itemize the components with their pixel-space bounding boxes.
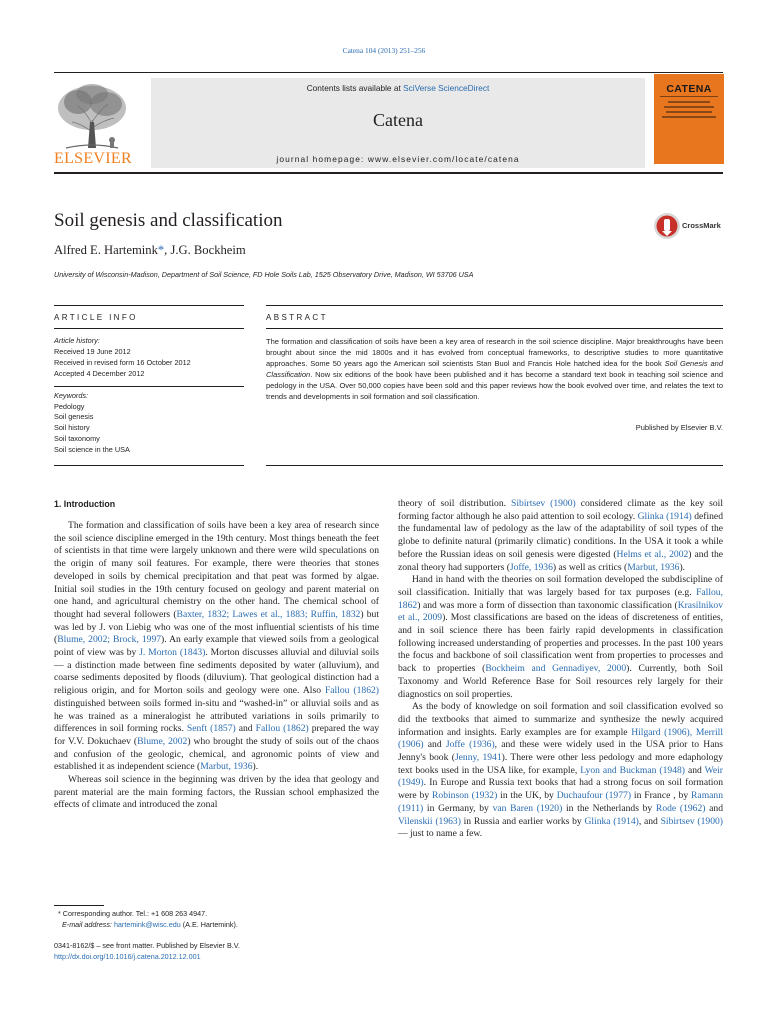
text-run: in Germany, by (423, 802, 493, 814)
citation-link[interactable]: Robinson (1932) (432, 790, 498, 802)
citation-link[interactable]: Baxter, 1832; Lawes et al., 1883; Ruffin, 1832 (176, 608, 361, 620)
history-revised: Received in revised form 16 October 2012 (54, 357, 191, 367)
text-run: and (684, 764, 705, 776)
citation-link[interactable]: Rode (1962) (655, 802, 706, 814)
article-info-rule-top (54, 305, 244, 306)
book-title-italic: Soil Genesis and Classification (266, 359, 723, 379)
footnote (54, 908, 384, 930)
text-run: in Russia and earlier works by (460, 815, 585, 827)
abstract-rule (266, 328, 723, 329)
abstract-heading: ABSTRACT (266, 313, 328, 322)
text-run: — just to name a few. (398, 828, 483, 840)
email-label: E-mail address: (62, 920, 114, 929)
issn-line: 0341-8162/$ – see front matter. Published by Elsevier B.V. (54, 941, 240, 950)
keyword: Soil history (54, 423, 90, 433)
text-run: Hand in hand with the theories on soil formation developed the subdiscipline of soil classification. Initially that was largely based for tax purposes (e.g. (398, 574, 723, 598)
text-run: distinguished between soils formed in-situ and “washed-in” or alluvial soils and as he was trained as a mineralogist he attributed variations in soils primarily to differences in soil forming rocks. (54, 697, 379, 735)
article-info-rule (54, 328, 244, 329)
footnote-text: Corresponding author. Tel.: +1 608 263 4947. (60, 909, 208, 918)
citation-link[interactable]: Helms et al., 2002 (616, 548, 689, 560)
citation-link[interactable]: J. Morton (1843) (139, 647, 206, 659)
paragraph (398, 574, 723, 701)
author-line (54, 243, 246, 258)
abstract-part: . Now six editions of the book have been published and it has become a standard text book in teaching soil science and pedology in the USA. Over 50,000 copies have been sold and this paper reviews how the book evolved over time, and relates the text to trends and developments in soil formation and soil classification. (266, 370, 723, 401)
citation-link[interactable]: Lyon and Buckman (1948) (580, 764, 685, 776)
text-run: ) but was led by J. von Liebig who was one of the most influential scientists of his time ( (54, 608, 379, 646)
citation-link[interactable]: Glinka (1914) (637, 510, 692, 522)
citation-link[interactable]: Vilenskii (1963) (398, 815, 461, 827)
text-run: . In Europe and Russia text books that had a strong focus on soil formation were by (398, 777, 723, 802)
text-run: in France , by (631, 790, 692, 802)
paragraph (398, 701, 723, 841)
paragraph (54, 520, 379, 774)
abstract-part: The formation and classification of soils have been a key area of research in the soil science discipline. Major breakthroughs have been brought about since the mid 1800s and it has evolved from conceptual frameworks, to descriptive studies to more quantitative approaches. Some 50 years ago the American soil scientists Stan Buol and Francis Hole hatched idea for the book (266, 337, 723, 368)
history-accepted: Accepted 4 December 2012 (54, 368, 145, 378)
header-rule-bottom (54, 172, 723, 174)
text-run: ). There were other less pedology and more edaphology text books used in the USA like, for example, (398, 752, 724, 776)
contents-available-line (151, 83, 645, 93)
history-received: Received 19 June 2012 (54, 346, 131, 356)
corresponding-author-mark[interactable]: * (157, 243, 165, 257)
keywords-label: Keywords: (54, 390, 89, 400)
keywords-rule (54, 386, 244, 387)
email-suffix: (A.E. Hartemink). (180, 920, 238, 929)
email-note (54, 919, 384, 930)
paragraph (398, 498, 723, 574)
text-run: ). (252, 761, 259, 773)
text-run: considered climate as the key soil forming factor although he also paid attention to soil ecology. (398, 498, 723, 522)
citation-link[interactable]: Hilgard (1906), Merrill (1906) (398, 726, 723, 751)
text-run: ) and the zonal theory had supporters ( (398, 548, 723, 573)
citation-link[interactable]: van Baren (1920) (492, 802, 563, 814)
text-run: and (423, 739, 446, 751)
email-link[interactable]: hartemink@wisc.edu (113, 920, 181, 929)
keyword: Soil taxonomy (54, 434, 100, 444)
keyword: Pedology (54, 401, 85, 411)
author-separator: , (164, 243, 171, 257)
citation-link[interactable]: Sibirtsev (1900) (660, 815, 723, 827)
text-run: ) and was more a form of dissection than taxonomic classification ( (417, 599, 678, 611)
citation-link[interactable]: Senft (1857) (186, 723, 236, 735)
section-heading-introduction: 1. Introduction (54, 499, 116, 509)
citation-link[interactable]: Joffe (1936) (445, 739, 495, 751)
affiliation: University of Wisconsin-Madison, Department of Soil Science, FD Hole Soils Lab, 1525 Observatory Drive, Madison, WI 53706 USA (54, 270, 474, 279)
journal-name: Catena (373, 110, 423, 130)
header-rule-top (54, 72, 723, 73)
author-bockheim: J.G. Bockheim (170, 243, 246, 257)
paragraph: Whereas soil science in the beginning was driven by the idea that geology and parent material are the main forming factors, the Russian school emphasized the effects of climate and introduced the zonal (54, 774, 379, 811)
citation-link[interactable]: Jenny, 1941 (454, 752, 502, 764)
text-run: in the Netherlands by (562, 802, 656, 814)
author-hartemink: Alfred E. Hartemink (54, 243, 158, 257)
citation-link[interactable]: Krasilnikov et al., 2009 (398, 599, 723, 624)
citation-link[interactable]: Marbut, 1936 (627, 561, 680, 573)
text-run: , and these were widely used in the USA prior to Hans Jenny's book ( (398, 739, 723, 764)
article-title: Soil genesis and classification (54, 210, 283, 231)
text-run: , and (638, 815, 661, 827)
citation-link[interactable]: Joffe, 1936 (509, 561, 553, 573)
article-info-panel (54, 336, 244, 456)
text-run: ) who brought the study of soils out of the chaos and confusion of the geologic, chemical, and agronomic points of view and established it as independent science ( (54, 735, 379, 773)
text-run: ). (679, 561, 686, 573)
sciencedirect-link[interactable]: SciVerse ScienceDirect (403, 83, 490, 93)
text-run: ). Most classifications are based on the ideas of discreteness of entities, and in soil science there has been fairly rapid developments in classification following increased understanding of properties and processes. In the past 100 years the focus and backbone of soil classification went from properties to processes and back to properties ( (398, 612, 723, 675)
body-column-right (398, 498, 723, 841)
article-info-rule-bottom (54, 465, 244, 466)
citation-link[interactable]: Bockheim and Gennadiyev, 2000 (485, 663, 627, 675)
text-run: As the body of knowledge on soil formation and soil classification evolved so did the textbooks that aimed to summarize and synthesize the newly acquired information and insights. Early examples are for example (398, 701, 723, 738)
doi-link[interactable]: http://dx.doi.org/10.1016/j.catena.2012.12.001 (54, 952, 201, 961)
citation-link[interactable]: Ramann (1911) (398, 790, 724, 814)
cover-title: CATENA (666, 83, 712, 95)
citation-link[interactable]: Blume, 2002 (137, 735, 188, 747)
elsevier-wordmark: ELSEVIER (54, 150, 132, 167)
text-run: ). Currently, both Soil Taxonomy and World Reference Base for Soil resources rely largely for their diagnostics on soil properties. (398, 663, 724, 700)
keyword: Soil science in the USA (54, 445, 130, 455)
journal-homepage[interactable]: journal homepage: www.elsevier.com/locate/catena (276, 154, 520, 164)
journal-reference[interactable]: Catena 104 (2013) 251–256 (342, 46, 426, 55)
citation-link[interactable]: Blume, 2002; Brock, 1997 (57, 634, 162, 646)
body-column-left (54, 520, 379, 812)
text-run: . Morton discusses alluvial and diluvial soils — a distinction made between fine sediments deposited by water (alluvium), and coarse sediments deposited by floods (diluvium). That geological distinction had a religious origin, and for Morton soils and geology were one. Also (54, 647, 379, 697)
keyword: Soil genesis (54, 412, 94, 422)
text-run: in the UK, by (497, 790, 557, 802)
citation-link[interactable]: Glinka (1914) (584, 815, 639, 827)
citation-link[interactable]: Duchaufour (1977) (556, 790, 632, 802)
text-run: and (235, 723, 256, 735)
text-run: theory of soil distribution. (398, 498, 512, 509)
citation-link[interactable]: Sibirtsev (1900) (511, 498, 576, 509)
footnote-rule (54, 905, 104, 906)
published-by: Published by Elsevier B.V. (635, 423, 723, 432)
text-run: prepared the way for V.V. Dokuchaev ( (54, 723, 379, 747)
citation-link[interactable]: Weir (1949) (398, 764, 723, 789)
abstract-rule-bottom (266, 465, 723, 466)
contents-prefix: Contents lists available at (306, 83, 404, 93)
citation-link[interactable]: Fallou (1862) (324, 685, 379, 697)
text-run: The formation and classification of soils have been a key area of research since the soil science discipline emerged in the 19th century. Most things beneath the feet of scientists in that time were largely unknown and there were wild speculations on the origin of many soil features. For example, there were theories that stones developed in soils by chemical precipitation and that peat was formed by algae. Initial soil studies in the 19th century focused on geology and parent material on one hand, and agricultural chemistry on the other hand. The chemical school of thought had several followers ( (54, 520, 379, 620)
text-run: ). An early example that viewed soils from a geological point of view was by (54, 634, 379, 659)
abstract-rule-top (266, 305, 723, 306)
abstract-text (266, 336, 723, 402)
bottom-publication-info (54, 940, 384, 962)
citation-link[interactable]: Fallou, 1862 (398, 586, 723, 611)
text-run: and (705, 802, 724, 814)
crossmark-label[interactable]: CrossMark (682, 221, 721, 230)
article-info-heading: ARTICLE INFO (54, 313, 138, 322)
text-run: ) as well as critics ( (552, 561, 628, 573)
corresponding-author-note (54, 908, 384, 919)
citation-link[interactable]: Marbut, 1936 (200, 761, 253, 773)
history-label: Article history: (54, 336, 100, 345)
citation-link[interactable]: Fallou (1862) (255, 723, 309, 735)
footnote-mark: * (58, 909, 61, 918)
text-run: defined the fundamental law of pedology as the law of the adaptability of soil types of the globe to definite natural (primarily climatic) conditions. In the USA it took a while before the Russian ideas on soil genesis were digested ( (398, 510, 723, 560)
